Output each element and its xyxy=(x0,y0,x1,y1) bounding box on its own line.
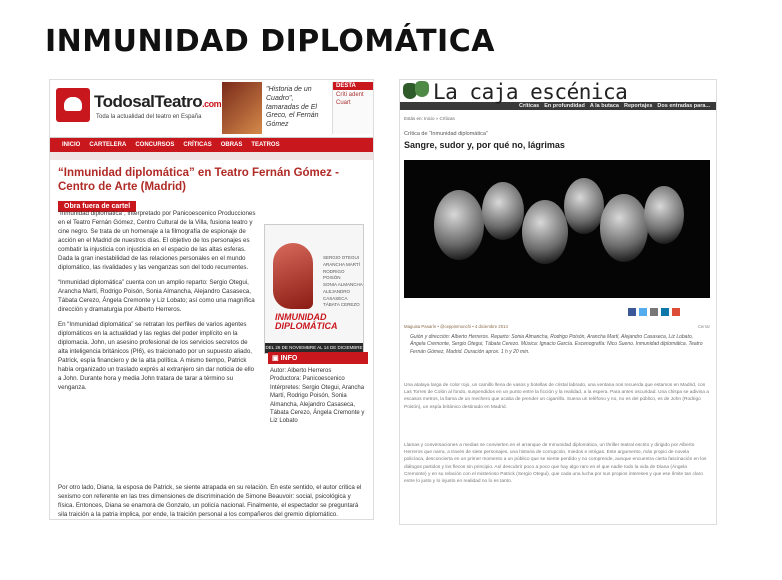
cast-photo xyxy=(404,160,710,298)
article-kicker: Crítica de “Inmunidad diplomática” xyxy=(404,131,488,137)
googleplus-icon[interactable] xyxy=(672,308,680,316)
info-body xyxy=(268,364,368,429)
ad-image[interactable] xyxy=(222,82,262,134)
info-header: ▣ INFO xyxy=(268,352,368,364)
credits-block: Guión y dirección: Alberto Herreros. Reparto: Sonia Almancha, Rodrigo Poisón, Arancha Martí, Alejandro Casaseca, Liz Lobato, Ángela Cremonte, Sergio Otegui, Tábata Cerezo. Música: Ignacio García. Escenografía: Nico Sueno. Inmunidad diplomática. Teatro Fernán Gómez, Madrid. Duración aprox. 1 h y 20 min. xyxy=(410,334,703,355)
nav-item-concursos[interactable]: CONCURSOS xyxy=(135,142,175,148)
ad-sidebar[interactable] xyxy=(332,82,374,134)
site-logo[interactable]: TodosalTeatro.com xyxy=(94,92,222,111)
article-headline: “Inmunidad diplomática” en Teatro Fernán Gómez - Centro de Arte (Madrid) xyxy=(58,167,339,194)
sub-nav-bar xyxy=(50,152,373,160)
article-paragraph: “Inmunidad diplomática”, interpretado por Panicoescenico Producciones en el Teatro Fernán Gómez, Centro Cultural de la Villa, fusiona teatro y cine negro. Se trata de un homenaje a la filmografía de espionaje de acción en el Madrid de nuestros días. El objetivo de los personajes es combatir la injusticia con injusticia en el espacio de las altas esferas. Dada la gran inestabilidad de las relaciones personales en el mundo diplomático, las rivalidades y las venganzas son del todo recurrentes. xyxy=(58,210,256,271)
site-brand[interactable]: La caja escénica xyxy=(433,80,628,104)
ad-text[interactable]: "Historia de un Cuadro", tamaradas de El Greco, el Fernán Gómez xyxy=(266,86,319,128)
slide-title: INMUNIDAD DIPLOMÁTICA xyxy=(45,24,495,59)
article-meta: Maguisa Pasarín • @ceppinmonchi • 4 diciembre 2014 xyxy=(404,324,508,329)
todosalteatro-clipping xyxy=(49,79,374,520)
article-paragraph-wide: Por otro lado, Diana, la esposa de Patrick, se siente atrapada en su relación. En este sentido, el autor critica el sexismo con referente en las tres dimensiones de discriminación de Simone Beauvoir: social, psicológica y física. Entonces, Diana se enamora de Gonzalo, un policía nacional. Finalmente, el espectador se preguntará sila traición a la patria implica, por ende, la traición personal a los compañeros del gremio diplomático. xyxy=(58,484,362,518)
poster-dates: DEL 26 DE NOVIEMBRE AL 14 DE DICIEMBRE xyxy=(265,343,363,353)
review-paragraph: Una atalaya larga de color rojo, un camillo llena de vasos y botellas de cristal labrado, una ventana nos recuerda que estamos en Madrid, con Las Torres de Colón al fondo, suspendidos en un punto entre la ficción y la realidad, a la espera. Para antes oscuridad. Una chispa se adivina a escasos metros, la llama de un mechero que acaba de prender un cigarrillo. Suena un teléfono y no, no es del público, es de John (Rodrigo Poisón), un espía británico destinado en Madrid. xyxy=(404,383,709,410)
ad-sidebar-text: Críti adent Cuart xyxy=(336,92,364,106)
lacajaescenica-clipping xyxy=(399,79,717,525)
nav-item-cartelera[interactable]: CARTELERA xyxy=(89,142,127,148)
theater-logo-icon xyxy=(56,88,90,122)
article-body xyxy=(58,210,258,399)
site-header xyxy=(400,80,716,102)
poster-hand-image xyxy=(273,243,313,309)
status-badge: Obra fuera de cartel xyxy=(58,201,136,212)
nav-item-inicio[interactable]: INICIO xyxy=(62,142,81,148)
nav-item-criticas[interactable]: CRÍTICAS xyxy=(183,142,212,148)
main-nav xyxy=(50,138,373,152)
theater-masks-icon xyxy=(403,81,431,101)
nav-item-teatros[interactable]: TEATROS xyxy=(251,142,280,148)
twitter-icon[interactable] xyxy=(639,308,647,316)
nav-item-criticas[interactable]: Críticas xyxy=(519,103,540,109)
article-headline: Sangre, sudor y, por qué no, lágrimas xyxy=(404,140,565,150)
breadcrumb[interactable]: Estás en: Inicio » Críticas xyxy=(404,116,455,121)
info-line: Intérpretes: Sergio Otegui, Arancha Martí, Rodrigo Poisón, Sonia Almancha, Alejandro Casaseca, Tábata Cerezo, Ángela Cremonte y Liz Lobato xyxy=(270,384,365,425)
site-header xyxy=(50,80,373,138)
share-buttons xyxy=(628,308,680,316)
close-link[interactable]: Cerrar xyxy=(697,324,710,329)
poster-title: INMUNIDAD DIPLOMÁTICA xyxy=(275,312,338,332)
nav-item-reportajes[interactable]: Reportajes xyxy=(623,103,653,109)
article-paragraph: En “Inmunidad diplomática” se retratan los perfiles de varios agentes diplomáticos en la actualidad y las reglas del poder implícito en la diplomacia. John, un asesino profesional de los servicios secretos de alta inteligencia británicos (PI6), es traicionado por un supuesto aliado, Patrick, espía financiero y de la alta política. A mismo tiempo, Patrick había organizado un traslado exprés al extranjero sin dar noticia de ello a John. Durante hora y media John tratara de tarar a término su venganza. xyxy=(58,320,255,391)
nav-item-obras[interactable]: OBRAS xyxy=(220,142,243,148)
poster-cast: SERGIO OTEGUI ARANCHA MARTÍ RODRIGO POISÓN SONIA ALMANCHA ALEJANDRO CASASECA TÁBATA CEREZO xyxy=(323,255,363,308)
article-paragraph: “Inmunidad diplomática” cuenta con un amplio reparto: Sergio Otegui, Arancha Martí, Rodrigo Poisón, Sonia Almancha, Alejandro Casaseca, Tábata Cerezo, Ángela Cremonte y Liz Lobato; así como una magnífica dirección y dramaturgia por Alberto Herreros. xyxy=(58,278,255,313)
ad-sidebar-label: DESTA xyxy=(333,82,374,90)
linkedin-icon[interactable] xyxy=(661,308,669,316)
review-paragraph: Llamas y conversaciones a medias se convierten en el arranque de Inmunidad diplomática, un thriller teatral escrito y dirigido por Alberto Herreros que narra, a través de siete personajes, una historia de corrupción, miedos e intrigas. Este argumento, más propio de novela policíaca, desconcierta en un primer momento a un público que se siente perdido y no comprende, aunque encuentra cierta fascinación en los diálogos partidos y los flecos sin principio. Así descubrir poco a poco que hay algo raro en el que nadie todo la vida de Diana (Ángela Cremonte) y en su relación con el misterioso Patrick (Sergio Otegui), que cada una lucha por sus propios intereses y que ese límite tan claro entre lo justo y lo injusto en realidad no lo es tanto. xyxy=(404,443,707,484)
nav-item-profundidad[interactable]: En profundidad xyxy=(544,103,585,109)
info-line: Autor: Alberto Herreros xyxy=(270,368,332,374)
info-line: Productora: Panicoescenico xyxy=(270,376,345,383)
site-tagline: Toda la actualidad del teatro en España xyxy=(96,114,202,120)
info-icon: ▣ xyxy=(272,355,281,362)
share-icon[interactable] xyxy=(650,308,658,316)
info-box xyxy=(268,352,368,429)
nav-item-entradas[interactable]: Dos entradas para... xyxy=(657,103,710,109)
play-poster[interactable] xyxy=(264,224,364,354)
facebook-icon[interactable] xyxy=(628,308,636,316)
nav-item-butaca[interactable]: A la butaca xyxy=(589,103,619,109)
